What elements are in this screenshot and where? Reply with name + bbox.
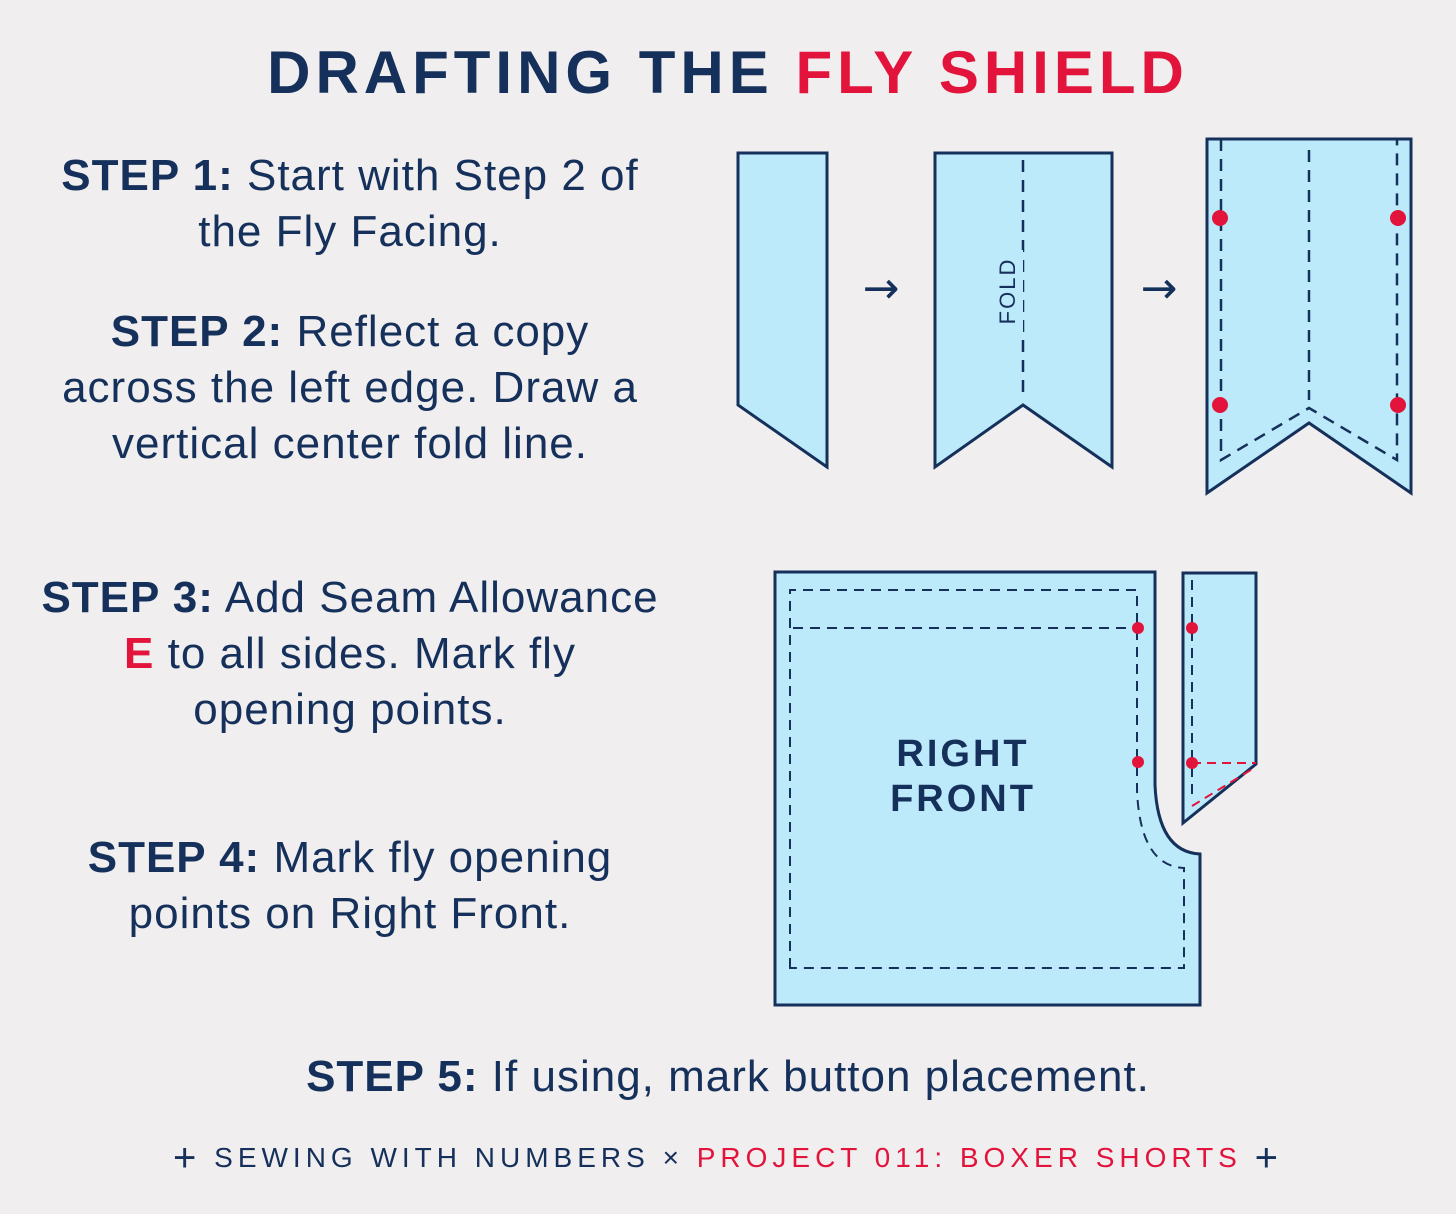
- arrow-icon: →: [862, 263, 900, 314]
- fly-opening-point: [1212, 397, 1228, 413]
- seam-allowance-letter: E: [124, 629, 155, 678]
- step-4-text: Mark fly opening points on Right Front.: [128, 833, 613, 938]
- fly-opening-point: [1132, 756, 1144, 768]
- step-5: [0, 1052, 1456, 1102]
- fly-opening-point: [1390, 397, 1406, 413]
- fly-opening-point: [1132, 622, 1144, 634]
- fly-facing-piece: [738, 153, 827, 467]
- step-3-text-after: to all sides. Mark fly opening points.: [167, 629, 576, 734]
- step-2-label: STEP 2:: [110, 307, 284, 356]
- fly-opening-point: [1186, 757, 1198, 769]
- title-prefix: DRAFTING THE: [267, 39, 774, 106]
- fly-facing-strip: [1183, 573, 1256, 823]
- right-front-label-line-2: FRONT: [890, 778, 1036, 820]
- step-1-label: STEP 1:: [61, 151, 234, 200]
- fly-opening-point: [1186, 622, 1198, 634]
- footer-left: SEWING WITH NUMBERS: [214, 1142, 650, 1173]
- step-3-text-before: Add Seam Allowance: [224, 573, 659, 622]
- footer-separator: ×: [662, 1142, 684, 1173]
- footer: [0, 1136, 1456, 1181]
- fly-opening-point: [1212, 210, 1228, 226]
- step-5-text: If using, mark button placement.: [491, 1052, 1150, 1101]
- step-5-label: STEP 5:: [306, 1052, 479, 1101]
- plus-icon: +: [1254, 1136, 1283, 1180]
- step-4-label: STEP 4:: [87, 833, 261, 882]
- step-1-text: Start with Step 2 of the Fly Facing.: [198, 151, 639, 256]
- right-front-label-line-1: RIGHT: [896, 733, 1030, 775]
- plus-icon: +: [173, 1136, 202, 1180]
- step-2-text: Reflect a copy across the left edge. Draw a vertical center fold line.: [62, 307, 638, 468]
- arrow-icon: →: [1140, 263, 1178, 314]
- title-accent: FLY SHIELD: [795, 39, 1189, 106]
- fold-label: FOLD: [995, 257, 1020, 325]
- fly-opening-point: [1390, 210, 1406, 226]
- footer-right: PROJECT 011: BOXER SHORTS: [696, 1142, 1242, 1173]
- step-3-label: STEP 3:: [41, 573, 214, 622]
